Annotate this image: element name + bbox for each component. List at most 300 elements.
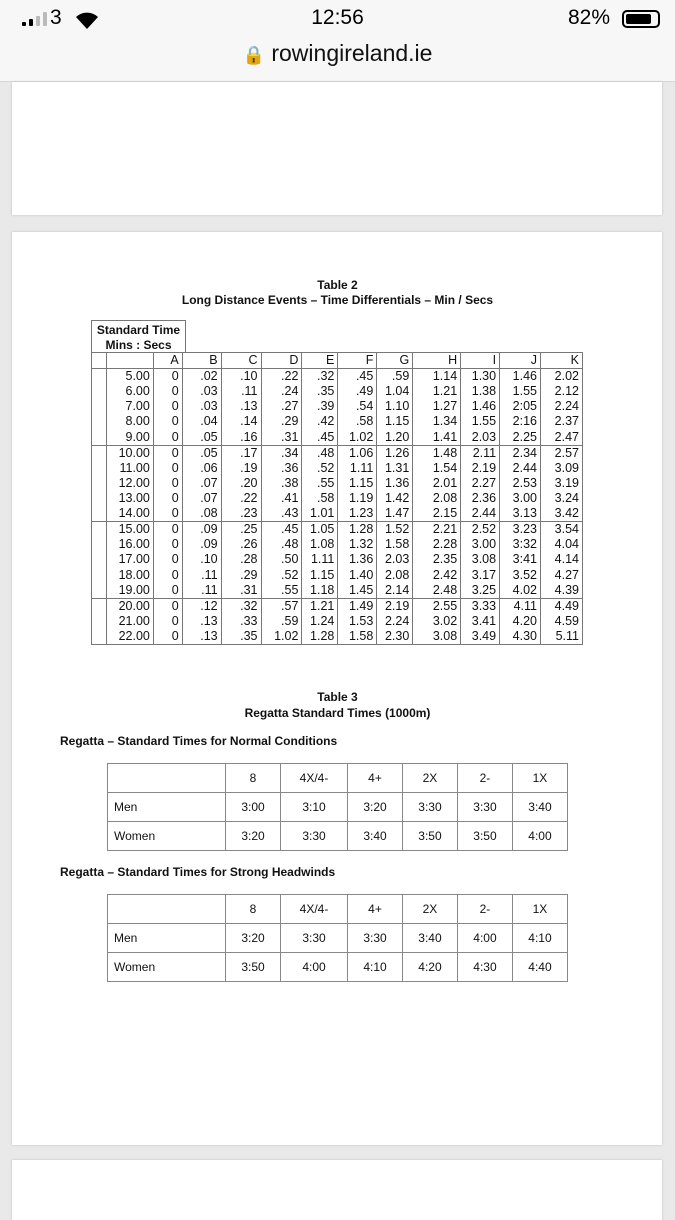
differential-cell: 2.55 — [413, 598, 461, 614]
standard-time-cell: 7.00 — [106, 399, 153, 414]
differential-cell: .29 — [221, 568, 261, 583]
differential-cell: 2.24 — [377, 614, 413, 629]
differential-cell: 2.14 — [377, 583, 413, 599]
differential-cell: 3.23 — [500, 522, 541, 538]
differential-cell: 4.30 — [500, 629, 541, 645]
table-row — [92, 399, 583, 414]
differential-cell: .25 — [221, 522, 261, 538]
differential-cell: 1.55 — [461, 414, 500, 429]
differential-cell: 4.14 — [541, 552, 583, 567]
differential-cell: .12 — [182, 598, 221, 614]
differential-cell: 1.11 — [302, 552, 338, 567]
differential-cell: 1.01 — [302, 506, 338, 522]
differential-cell: 1.23 — [338, 506, 377, 522]
boat-class-header: 1X — [512, 895, 567, 924]
table-row — [92, 445, 583, 461]
column-header: G — [377, 353, 413, 369]
differential-cell: 0 — [153, 461, 182, 476]
differential-cell: 2.48 — [413, 583, 461, 599]
boat-class-header: 2X — [402, 895, 457, 924]
column-header: J — [500, 353, 541, 369]
differential-cell: 1.05 — [302, 522, 338, 538]
differential-cell: 1.19 — [338, 491, 377, 506]
differential-cell: 1.20 — [377, 430, 413, 446]
differential-cell: .14 — [221, 414, 261, 429]
differential-cell: 1.36 — [338, 552, 377, 567]
differential-cell: .57 — [261, 598, 302, 614]
header-row — [108, 764, 568, 793]
column-header: A — [153, 353, 182, 369]
differential-cell: 2.35 — [413, 552, 461, 567]
differential-cell: 2.30 — [377, 629, 413, 645]
standard-time-cell: 8.00 — [106, 414, 153, 429]
differential-cell: 2.12 — [541, 384, 583, 399]
differential-cell: .54 — [338, 399, 377, 414]
differential-cell: 0 — [153, 414, 182, 429]
differential-cell: 3.41 — [461, 614, 500, 629]
boat-class-header: 4+ — [348, 895, 403, 924]
differential-cell: 2.52 — [461, 522, 500, 538]
differential-cell: 1.06 — [338, 445, 377, 461]
standard-time-cell: 21.00 — [106, 614, 153, 629]
time-differentials-table — [91, 352, 583, 645]
battery-percent: 82% — [568, 6, 611, 29]
boat-class-header: 8 — [226, 895, 281, 924]
time-cell: 3:20 — [226, 924, 281, 953]
table-row — [92, 506, 583, 522]
table-row — [92, 568, 583, 583]
differential-cell: .03 — [182, 384, 221, 399]
differential-cell: .48 — [302, 445, 338, 461]
time-cell: 4:00 — [512, 822, 567, 851]
time-cell: 4:20 — [402, 953, 457, 982]
differential-cell: 3.42 — [541, 506, 583, 522]
time-cell: 3:50 — [226, 953, 281, 982]
boat-class-header: 4X/4- — [280, 764, 347, 793]
blank-cell — [92, 598, 107, 614]
lock-icon: 🔒 — [242, 45, 265, 65]
differential-cell: .28 — [221, 552, 261, 567]
blank-cell — [92, 399, 107, 414]
differential-cell: .45 — [261, 522, 302, 538]
category-cell: Women — [108, 953, 226, 982]
time-cell: 4:10 — [348, 953, 403, 982]
standard-time-cell: 15.00 — [106, 522, 153, 538]
differential-cell: 2.03 — [377, 552, 413, 567]
differential-cell: 0 — [153, 399, 182, 414]
differential-cell: .29 — [261, 414, 302, 429]
differential-cell: .26 — [221, 537, 261, 552]
differential-cell: .22 — [261, 369, 302, 385]
differential-cell: 1.54 — [413, 461, 461, 476]
column-header: D — [261, 353, 302, 369]
blank-cell — [92, 445, 107, 461]
differential-cell: 1.31 — [377, 461, 413, 476]
table-row — [92, 552, 583, 567]
differential-cell: 1.53 — [338, 614, 377, 629]
table-row — [92, 461, 583, 476]
differential-cell: .03 — [182, 399, 221, 414]
table-row — [92, 537, 583, 552]
table-row — [108, 953, 568, 982]
standard-time-cell: 13.00 — [106, 491, 153, 506]
differential-cell: 0 — [153, 369, 182, 385]
differential-cell: .10 — [182, 552, 221, 567]
blank-cell — [92, 522, 107, 538]
time-cell: 4:40 — [512, 953, 567, 982]
differential-cell: 2.37 — [541, 414, 583, 429]
differential-cell: 3.08 — [413, 629, 461, 645]
header-row — [92, 353, 583, 369]
normal-conditions-heading: Regatta – Standard Times for Normal Conditions — [60, 734, 338, 748]
differential-cell: 3.02 — [413, 614, 461, 629]
differential-cell: 2.44 — [500, 461, 541, 476]
standard-time-cell: 22.00 — [106, 629, 153, 645]
category-cell: Women — [108, 822, 226, 851]
table-row — [92, 384, 583, 399]
differential-cell: 3.25 — [461, 583, 500, 599]
differential-cell: 2.25 — [500, 430, 541, 446]
differential-cell: .17 — [221, 445, 261, 461]
differential-cell: .06 — [182, 461, 221, 476]
time-cell: 3:30 — [280, 822, 347, 851]
blank-cell — [108, 895, 226, 924]
differential-cell: .33 — [221, 614, 261, 629]
differential-cell: 1.38 — [461, 384, 500, 399]
differential-cell: .02 — [182, 369, 221, 385]
differential-cell: .35 — [302, 384, 338, 399]
differential-cell: 3.24 — [541, 491, 583, 506]
differential-cell: 1.21 — [413, 384, 461, 399]
differential-cell: 2.44 — [461, 506, 500, 522]
time-cell: 3:50 — [457, 822, 512, 851]
header-row — [108, 895, 568, 924]
differential-cell: 1.26 — [377, 445, 413, 461]
blank-cell — [92, 353, 107, 369]
table-row — [92, 522, 583, 538]
differential-cell: .50 — [261, 552, 302, 567]
column-header: K — [541, 353, 583, 369]
differential-cell: 1.28 — [302, 629, 338, 645]
standard-time-cell: 12.00 — [106, 476, 153, 491]
differential-cell: 2.08 — [377, 568, 413, 583]
blank-cell — [92, 629, 107, 645]
time-cell: 3:30 — [457, 793, 512, 822]
differential-cell: 1.40 — [338, 568, 377, 583]
differential-cell: .11 — [221, 384, 261, 399]
blank-cell — [92, 568, 107, 583]
differential-cell: 1.41 — [413, 430, 461, 446]
differential-cell: 2.47 — [541, 430, 583, 446]
differential-cell: .08 — [182, 506, 221, 522]
differential-cell: .59 — [377, 369, 413, 385]
differential-cell: .11 — [182, 568, 221, 583]
differential-cell: 1.14 — [413, 369, 461, 385]
url-bar[interactable] — [0, 40, 675, 67]
differential-cell: .55 — [302, 476, 338, 491]
differential-cell: 1.49 — [338, 598, 377, 614]
differential-cell: 1.18 — [302, 583, 338, 599]
time-cell: 3:30 — [348, 924, 403, 953]
table-row — [108, 822, 568, 851]
time-cell: 3:40 — [402, 924, 457, 953]
time-cell: 3:20 — [226, 822, 281, 851]
differential-cell: 1.55 — [500, 384, 541, 399]
differential-cell: 1.58 — [338, 629, 377, 645]
differential-cell: 3.33 — [461, 598, 500, 614]
category-cell: Men — [108, 793, 226, 822]
differential-cell: .45 — [338, 369, 377, 385]
differential-cell: .23 — [221, 506, 261, 522]
differential-cell: 0 — [153, 506, 182, 522]
differential-cell: .10 — [221, 369, 261, 385]
standard-time-header — [91, 320, 186, 353]
browser-status-bar — [0, 0, 675, 82]
differential-cell: 2.57 — [541, 445, 583, 461]
differential-cell: .35 — [221, 629, 261, 645]
table-row — [108, 793, 568, 822]
differential-cell: 4.59 — [541, 614, 583, 629]
differential-cell: 4.11 — [500, 598, 541, 614]
differential-cell: 3:32 — [500, 537, 541, 552]
differential-cell: 3.00 — [500, 491, 541, 506]
differential-cell: .34 — [261, 445, 302, 461]
differential-cell: 1.15 — [302, 568, 338, 583]
differential-cell: 1.47 — [377, 506, 413, 522]
time-cell: 4:00 — [457, 924, 512, 953]
differential-cell: 5.11 — [541, 629, 583, 645]
table2-subtitle: Long Distance Events – Time Differentials – Min / Secs — [181, 293, 494, 307]
standard-time-cell: 9.00 — [106, 430, 153, 446]
differential-cell: .55 — [261, 583, 302, 599]
differential-cell: 4.39 — [541, 583, 583, 599]
blank-cell — [92, 384, 107, 399]
differential-cell: .58 — [302, 491, 338, 506]
differential-cell: 1.04 — [377, 384, 413, 399]
differential-cell: 2:16 — [500, 414, 541, 429]
differential-cell: 1.30 — [461, 369, 500, 385]
differential-cell: 0 — [153, 568, 182, 583]
differential-cell: .07 — [182, 476, 221, 491]
table-row — [92, 598, 583, 614]
differential-cell: 3.09 — [541, 461, 583, 476]
differential-cell: .41 — [261, 491, 302, 506]
table-row — [92, 476, 583, 491]
differential-cell: 2.03 — [461, 430, 500, 446]
differential-cell: .20 — [221, 476, 261, 491]
blank-cell — [108, 764, 226, 793]
standard-time-cell: 11.00 — [106, 461, 153, 476]
battery-icon — [622, 10, 660, 28]
url-text: rowingireland.ie — [271, 40, 433, 66]
blank-cell — [92, 537, 107, 552]
time-cell: 3:00 — [226, 793, 281, 822]
differential-cell: .39 — [302, 399, 338, 414]
blank-cell — [92, 583, 107, 599]
pdf-page-1 — [12, 82, 662, 215]
differential-cell: 1.28 — [338, 522, 377, 538]
differential-cell: 2.53 — [500, 476, 541, 491]
differential-cell: .24 — [261, 384, 302, 399]
differential-cell: 0 — [153, 537, 182, 552]
differential-cell: 4.20 — [500, 614, 541, 629]
blank-cell — [92, 369, 107, 385]
std-label: Standard Time — [96, 323, 181, 337]
differential-cell: 1.52 — [377, 522, 413, 538]
differential-cell: 3.19 — [541, 476, 583, 491]
differential-cell: 2.01 — [413, 476, 461, 491]
time-cell: 4:10 — [512, 924, 567, 953]
time-cell: 3:40 — [348, 822, 403, 851]
boat-class-header: 4X/4- — [280, 895, 347, 924]
differential-cell: .32 — [302, 369, 338, 385]
differential-cell: .52 — [302, 461, 338, 476]
differential-cell: 2.19 — [461, 461, 500, 476]
blank-cell — [106, 353, 153, 369]
differential-cell: 1.45 — [338, 583, 377, 599]
differential-cell: 0 — [153, 629, 182, 645]
differential-cell: 2.15 — [413, 506, 461, 522]
differential-cell: 1.15 — [338, 476, 377, 491]
differential-cell: 0 — [153, 583, 182, 599]
normal-conditions-table — [107, 763, 568, 851]
boat-class-header: 4+ — [348, 764, 403, 793]
differential-cell: 1.10 — [377, 399, 413, 414]
differential-cell: 2.02 — [541, 369, 583, 385]
differential-cell: .52 — [261, 568, 302, 583]
differential-cell: .27 — [261, 399, 302, 414]
table-row — [92, 614, 583, 629]
differential-cell: 1.27 — [413, 399, 461, 414]
blank-cell — [92, 614, 107, 629]
differential-cell: 0 — [153, 445, 182, 461]
time-cell: 3:40 — [512, 793, 567, 822]
differential-cell: .48 — [261, 537, 302, 552]
differential-cell: .22 — [221, 491, 261, 506]
differential-cell: 1.46 — [461, 399, 500, 414]
differential-cell: 1.15 — [377, 414, 413, 429]
differential-cell: 0 — [153, 430, 182, 446]
differential-cell: 2.11 — [461, 445, 500, 461]
differential-cell: .19 — [221, 461, 261, 476]
differential-cell: 0 — [153, 476, 182, 491]
differential-cell: 2.08 — [413, 491, 461, 506]
standard-time-cell: 10.00 — [106, 445, 153, 461]
differential-cell: 4.04 — [541, 537, 583, 552]
differential-cell: 4.02 — [500, 583, 541, 599]
boat-class-header: 8 — [226, 764, 281, 793]
boat-class-header: 1X — [512, 764, 567, 793]
differential-cell: 3.08 — [461, 552, 500, 567]
differential-cell: 2:05 — [500, 399, 541, 414]
differential-cell: 2.28 — [413, 537, 461, 552]
boat-class-header: 2- — [457, 895, 512, 924]
time-cell: 3:50 — [402, 822, 457, 851]
differential-cell: 0 — [153, 614, 182, 629]
differential-cell: .42 — [302, 414, 338, 429]
differential-cell: 3:41 — [500, 552, 541, 567]
differential-cell: 2.24 — [541, 399, 583, 414]
differential-cell: 3.13 — [500, 506, 541, 522]
time-cell: 4:00 — [280, 953, 347, 982]
standard-time-cell: 19.00 — [106, 583, 153, 599]
differential-cell: 0 — [153, 384, 182, 399]
standard-time-cell: 18.00 — [106, 568, 153, 583]
carrier: 3 — [50, 6, 62, 29]
differential-cell: 1.02 — [261, 629, 302, 645]
differential-cell: 3.52 — [500, 568, 541, 583]
differential-cell: .58 — [338, 414, 377, 429]
differential-cell: 3.17 — [461, 568, 500, 583]
differential-cell: 1.02 — [338, 430, 377, 446]
pdf-page-3 — [12, 1160, 662, 1220]
differential-cell: .31 — [221, 583, 261, 599]
differential-cell: 2.34 — [500, 445, 541, 461]
differential-cell: 1.34 — [413, 414, 461, 429]
headwinds-table — [107, 894, 568, 982]
differential-cell: .49 — [338, 384, 377, 399]
time-cell: 3:30 — [280, 924, 347, 953]
table-row — [92, 583, 583, 599]
differential-cell: .38 — [261, 476, 302, 491]
std-units-label: Mins : Secs — [105, 338, 172, 352]
boat-class-header: 2X — [402, 764, 457, 793]
differential-cell: 1.32 — [338, 537, 377, 552]
table-row — [92, 414, 583, 429]
differential-cell: 1.21 — [302, 598, 338, 614]
table-row — [92, 491, 583, 506]
differential-cell: 1.58 — [377, 537, 413, 552]
differential-cell: .05 — [182, 430, 221, 446]
differential-cell: .31 — [261, 430, 302, 446]
differential-cell: .13 — [182, 614, 221, 629]
standard-time-cell: 20.00 — [106, 598, 153, 614]
differential-cell: 2.19 — [377, 598, 413, 614]
blank-cell — [92, 414, 107, 429]
table-row — [92, 629, 583, 645]
category-cell: Men — [108, 924, 226, 953]
column-header: C — [221, 353, 261, 369]
time-cell: 4:30 — [457, 953, 512, 982]
differential-cell: .09 — [182, 522, 221, 538]
differential-cell: .43 — [261, 506, 302, 522]
differential-cell: .13 — [221, 399, 261, 414]
standard-time-cell: 6.00 — [106, 384, 153, 399]
blank-cell — [92, 552, 107, 567]
standard-time-cell: 16.00 — [106, 537, 153, 552]
table-row — [92, 369, 583, 385]
differential-cell: 2.21 — [413, 522, 461, 538]
differential-cell: 0 — [153, 598, 182, 614]
standard-time-cell: 17.00 — [106, 552, 153, 567]
differential-cell: .04 — [182, 414, 221, 429]
differential-cell: 2.36 — [461, 491, 500, 506]
time-cell: 3:30 — [402, 793, 457, 822]
differential-cell: .36 — [261, 461, 302, 476]
differential-cell: 1.48 — [413, 445, 461, 461]
differential-cell: .09 — [182, 537, 221, 552]
boat-class-header: 2- — [457, 764, 512, 793]
clock: 12:56 — [311, 6, 364, 29]
differential-cell: 1.36 — [377, 476, 413, 491]
headwinds-heading: Regatta – Standard Times for Strong Headwinds — [60, 865, 336, 879]
differential-cell: 2.27 — [461, 476, 500, 491]
table2-title: Table 2 — [317, 278, 358, 292]
differential-cell: .13 — [182, 629, 221, 645]
differential-cell: 0 — [153, 491, 182, 506]
differential-cell: 1.11 — [338, 461, 377, 476]
standard-time-cell: 14.00 — [106, 506, 153, 522]
